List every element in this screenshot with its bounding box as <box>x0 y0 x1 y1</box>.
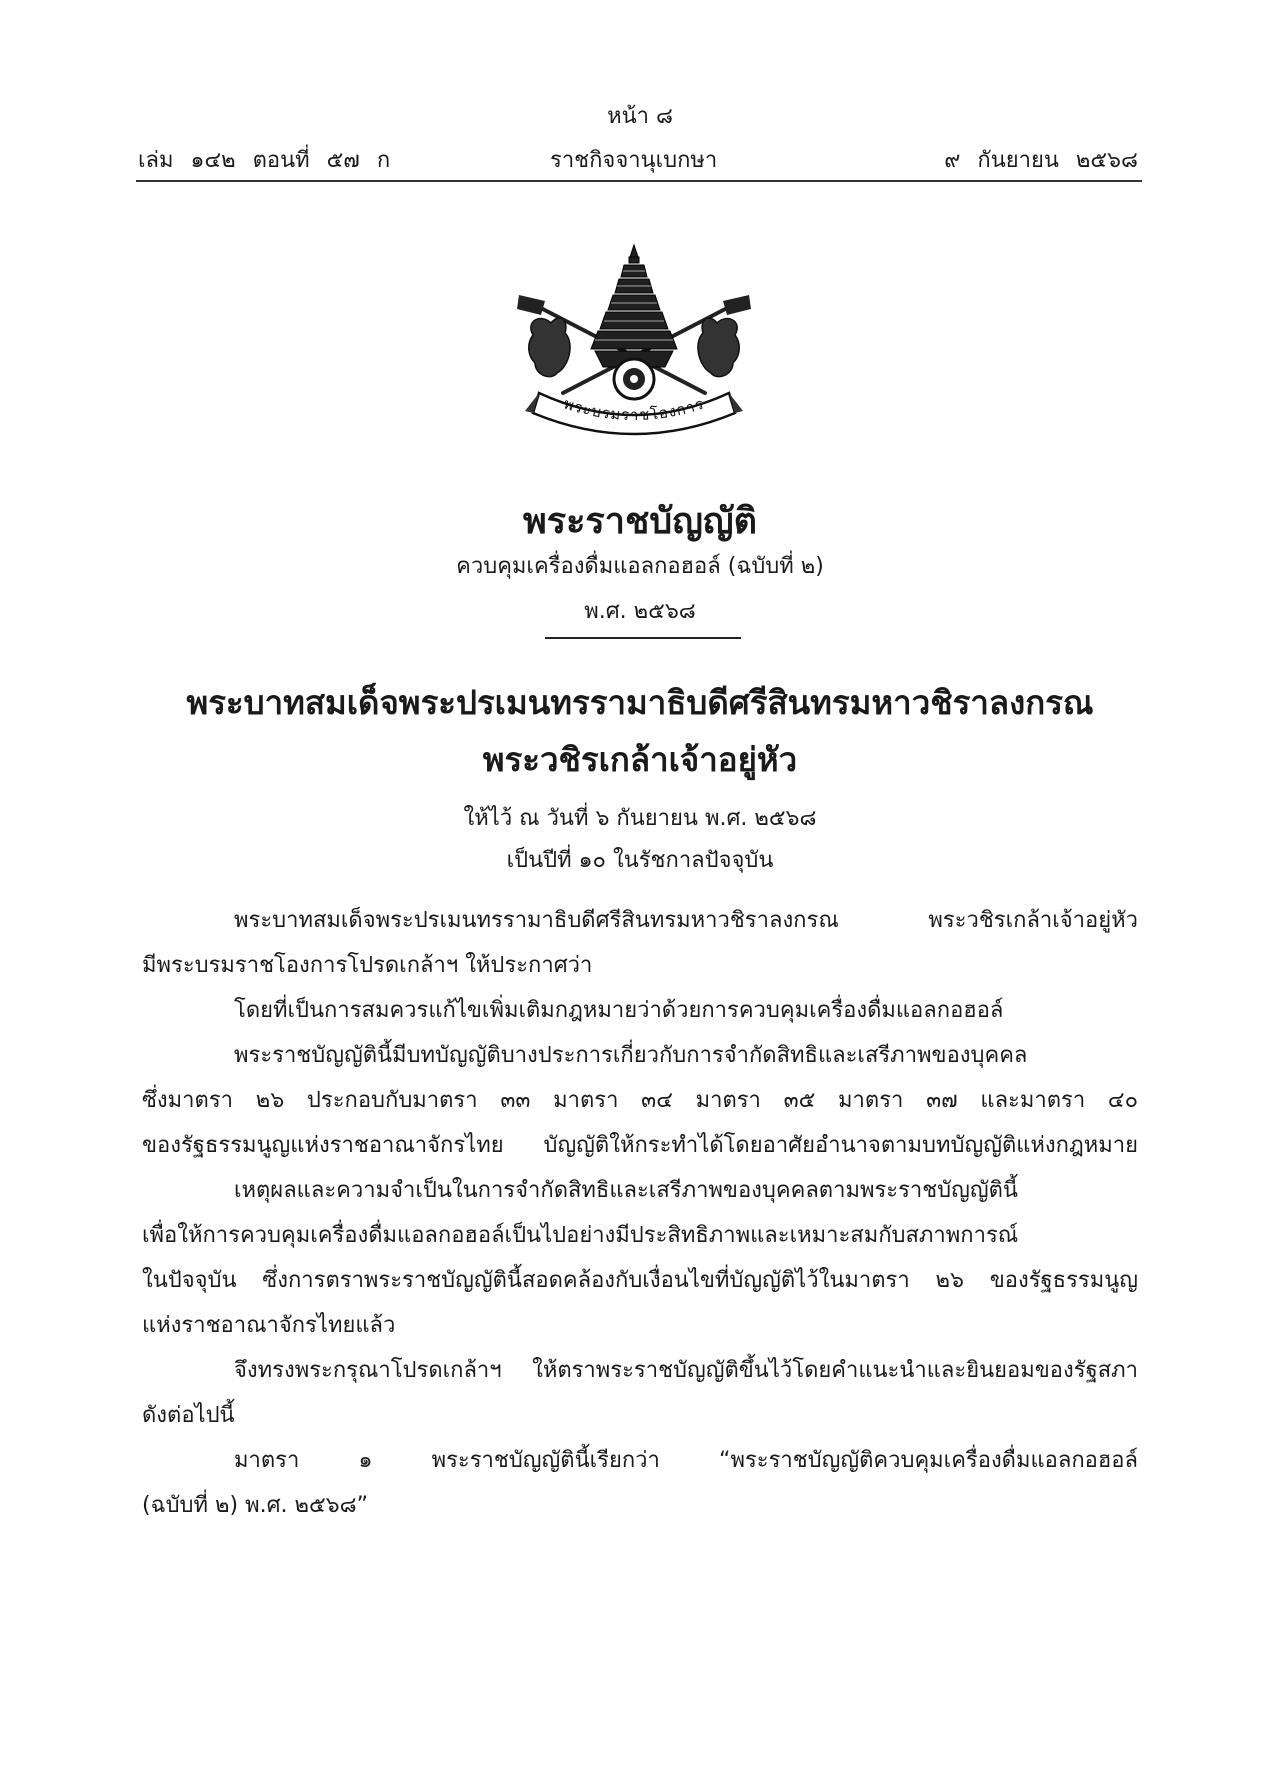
body-line: ดังต่อไปนี้ <box>142 1403 235 1428</box>
body-line: ในปัจจุบัน ซึ่งการตราพระราชบัญญัตินี้สอดคล้องกับเงื่อนไขที่บัญญัติไว้ในมาตรา ๒๖ ของรัฐธรรมนูญ <box>142 1268 1138 1293</box>
body-line: จึงทรงพระกรุณาโปรดเกล้าฯ ให้ตราพระราชบัญญัติขึ้นไว้โดยคำแนะนำและยินยอมของรัฐสภา <box>234 1358 1138 1383</box>
header-divider <box>136 180 1142 182</box>
body-line: โดยที่เป็นการสมควรแก้ไขเพิ่มเติมกฎหมายว่าด้วยการควบคุมเครื่องดื่มแอลกอฮอล์ <box>234 998 1004 1023</box>
section-1-line: (ฉบับที่ ๒) พ.ศ. ๒๕๖๘” <box>142 1493 369 1518</box>
body-line: แห่งราชอาณาจักรไทยแล้ว <box>142 1313 396 1338</box>
body-line: ของรัฐธรรมนูญแห่งราชอาณาจักรไทย บัญญัติให้กระทำได้โดยอาศัยอำนาจตามบทบัญญัติแห่งกฎหมาย <box>142 1133 1138 1158</box>
gazette-publication-name: ราชกิจจานุเบกษา <box>550 148 718 173</box>
given-date: ให้ไว้ ณ วันที่ ๖ กันยายน พ.ศ. ๒๕๖๘ <box>463 806 817 831</box>
act-body <box>142 898 1138 1528</box>
royal-emblem-icon <box>505 243 763 449</box>
act-title: พระราชบัญญัติ <box>523 501 757 542</box>
body-line: เหตุผลและความจำเป็นในการจำกัดสิทธิและเสรีภาพของบุคคลตามพระราชบัญญัตินี้ <box>234 1178 1018 1203</box>
reign-year: เป็นปีที่ ๑๐ ในรัชกาลปัจจุบัน <box>506 848 774 873</box>
act-subtitle: ควบคุมเครื่องดื่มแอลกอฮอล์ (ฉบับที่ ๒) <box>456 554 824 579</box>
king-name-line-2: พระวชิรเกล้าเจ้าอยู่หัว <box>482 740 798 779</box>
gazette-header <box>138 142 1138 174</box>
body-line: เพื่อให้การควบคุมเครื่องดื่มแอลกอฮอล์เป็นไปอย่างมีประสิทธิภาพและเหมาะสมกับสภาพการณ์ <box>142 1223 1019 1248</box>
gazette-date: ๙ กันยายน ๒๕๖๘ <box>944 148 1138 173</box>
gazette-volume: เล่ม ๑๔๒ ตอนที่ ๕๗ ก <box>138 148 391 173</box>
section-1-line: มาตรา ๑ พระราชบัญญัตินี้เรียกว่า “พระราชบัญญัติควบคุมเครื่องดื่มแอลกอฮอล์ <box>234 1448 1138 1473</box>
body-line: มีพระบรมราชโองการโปรดเกล้าฯ ให้ประกาศว่า <box>142 953 593 978</box>
king-name-line-1: พระบาทสมเด็จพระปรเมนทรรามาธิบดีศรีสินทรมหาวชิราลงกรณ <box>186 683 1094 722</box>
body-line: ซึ่งมาตรา ๒๖ ประกอบกับมาตรา ๓๓ มาตรา ๓๔ มาตรา ๓๕ มาตรา ๓๗ และมาตรา ๔๐ <box>142 1088 1138 1113</box>
title-divider <box>545 637 741 639</box>
body-line: พระบาทสมเด็จพระปรเมนทรรามาธิบดีศรีสินทรมหาวชิราลงกรณ พระวชิรเกล้าเจ้าอยู่หัว <box>234 908 1138 933</box>
act-year: พ.ศ. ๒๕๖๘ <box>584 599 696 624</box>
body-line: พระราชบัญญัตินี้มีบทบัญญัติบางประการเกี่ยวกับการจำกัดสิทธิและเสรีภาพของบุคคล <box>234 1043 1028 1068</box>
page-number: หน้า ๘ <box>607 104 673 129</box>
emblem-inscription: พระบรมราชโองการ <box>561 394 707 425</box>
